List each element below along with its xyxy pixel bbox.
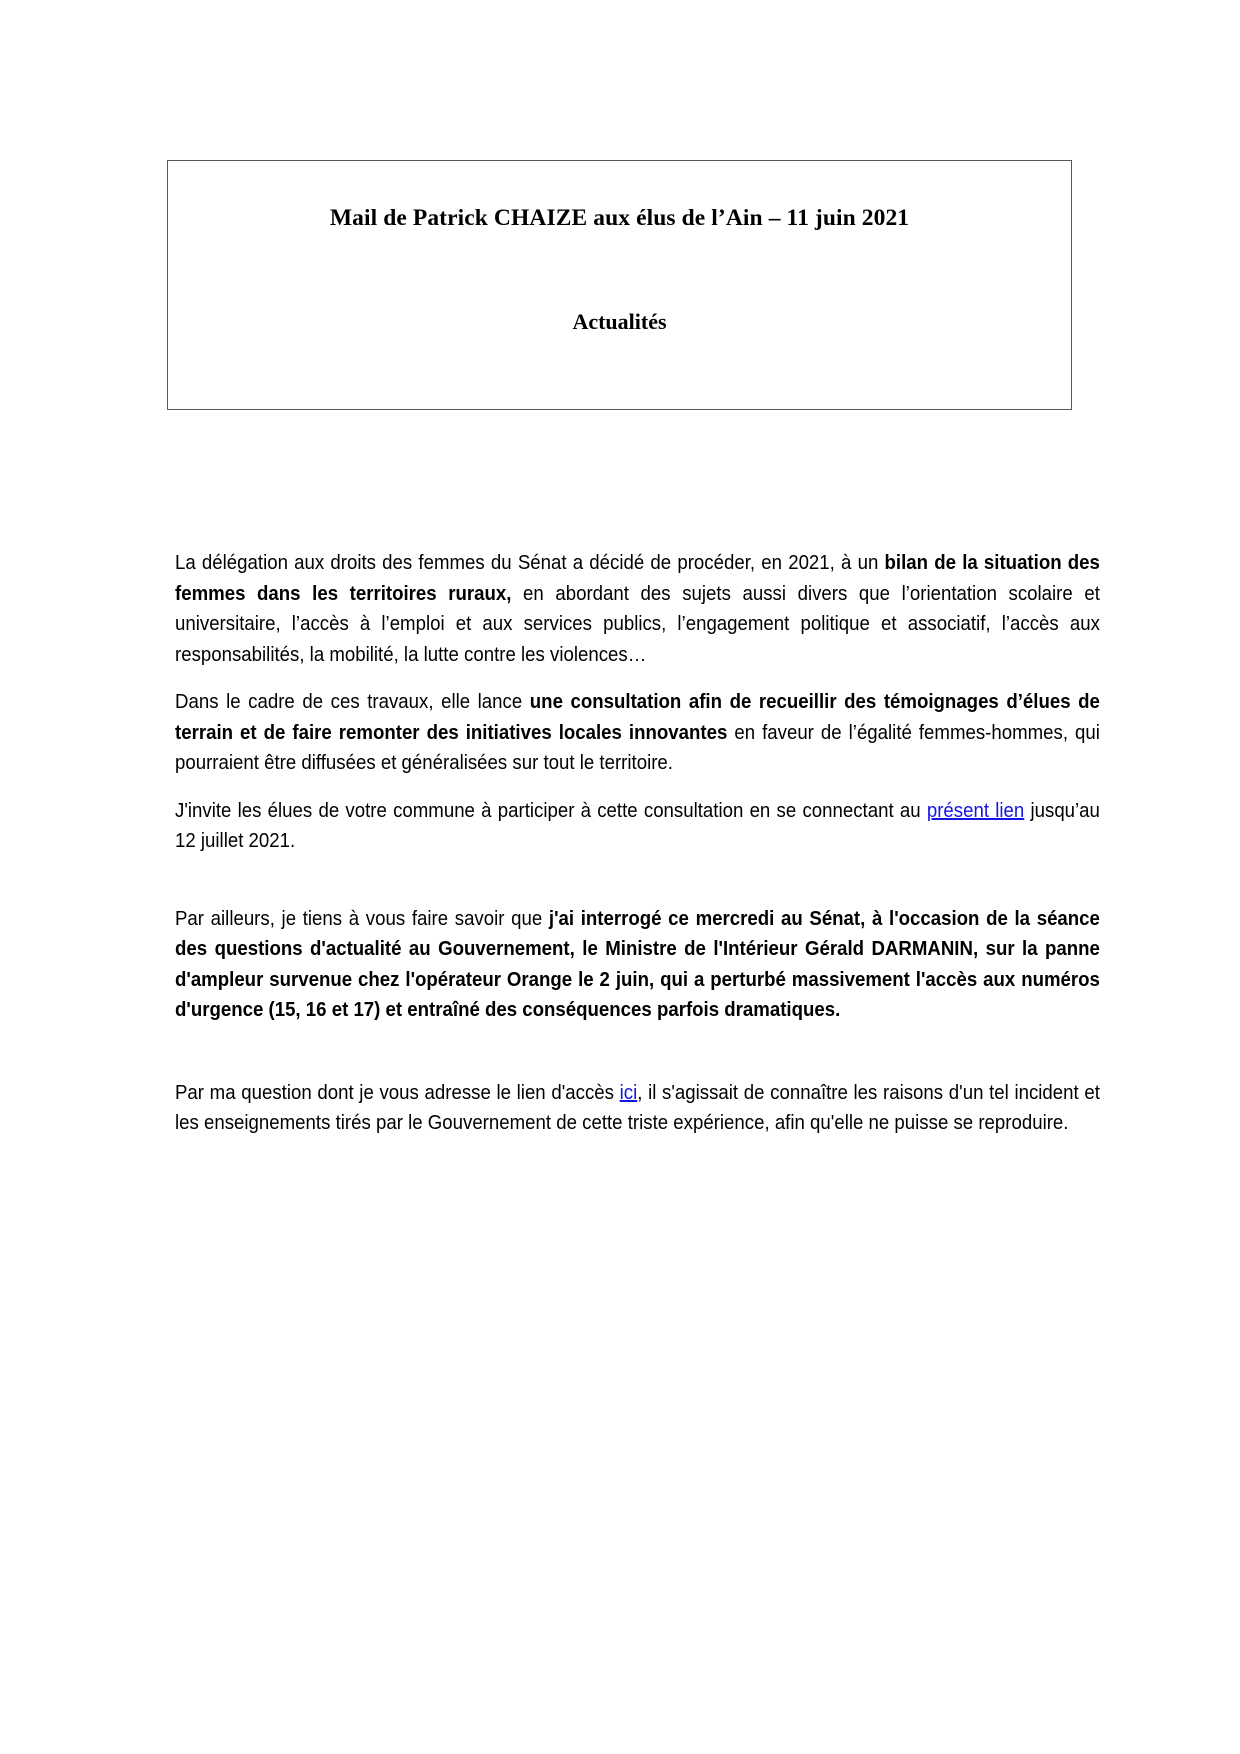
page-subtitle: Actualités <box>572 309 667 334</box>
paragraph-2-run-2: en faveur de l’égalité femmes-hommes, qui pourraient être diffusées et généralisées sur tout le territoire. <box>175 720 1100 774</box>
document-body <box>175 548 1100 1139</box>
page-title: Mail de Patrick CHAIZE aux élus de l’Ain – 11 juin 2021 <box>329 205 910 231</box>
paragraph-4-bold-1: j'ai interrogé ce mercredi au Sénat, à l'occasion de la séance des questions d'actualité au Gouvernement, le Ministre de l'Intérieur Gérald DARMANIN, sur la panne d'ampleur survenue chez l'opérateur Orange le 2 juin, qui a perturbé massivement l'accès aux numéros d'urgence (15, 16 et 17) et entraîné des conséquences parfois dramatiques. <box>175 906 1100 1021</box>
paragraph-2 <box>175 687 1100 779</box>
paragraph-5-run-2: , il s'agissait de connaître les raisons d'un tel incident et les enseignements tirés par le Gouvernement de cette triste expérience, afin qu'elle ne puisse se reproduire. <box>175 1080 1100 1134</box>
paragraph-5-run-1: Par ma question dont je vous adresse le lien d'accès <box>175 1080 620 1104</box>
paragraph-3 <box>175 796 1100 857</box>
paragraph-2-run-1: Dans le cadre de ces travaux, elle lance <box>175 690 530 713</box>
header-title-box <box>167 160 1072 410</box>
paragraph-3-run-1: J'invite les élues de votre commune à participer à cette consultation en se connectant au <box>175 798 927 822</box>
paragraph-4 <box>175 904 1100 1026</box>
paragraph-1-bold-1: bilan de la situation des femmes dans les territoires ruraux, <box>175 551 1100 605</box>
paragraph-5 <box>175 1078 1100 1139</box>
paragraph-1-run-2: en abordant des sujets aussi divers que l’orientation scolaire et universitaire, l’accès à l’emploi et aux services publics, l’engagement politique et associatif, l’accès aux responsabilités, la mobilité, la lutte contre les violences… <box>175 581 1100 666</box>
paragraph-3-run-2: jusqu’au 12 juillet 2021. <box>175 798 1100 852</box>
present-lien-link[interactable]: présent lien <box>926 798 1025 822</box>
paragraph-1 <box>175 548 1100 670</box>
paragraph-1-run-1: La délégation aux droits des femmes du Sénat a décidé de procéder, en 2021, à un <box>175 551 885 574</box>
ici-link[interactable]: ici <box>619 1080 638 1104</box>
paragraph-2-bold-1: une consultation afin de recueillir des témoignages d’élues de terrain et de faire remonter des initiatives locales innovantes <box>175 690 1100 744</box>
paragraph-4-run-1: Par ailleurs, je tiens à vous faire savoir que <box>175 906 549 930</box>
